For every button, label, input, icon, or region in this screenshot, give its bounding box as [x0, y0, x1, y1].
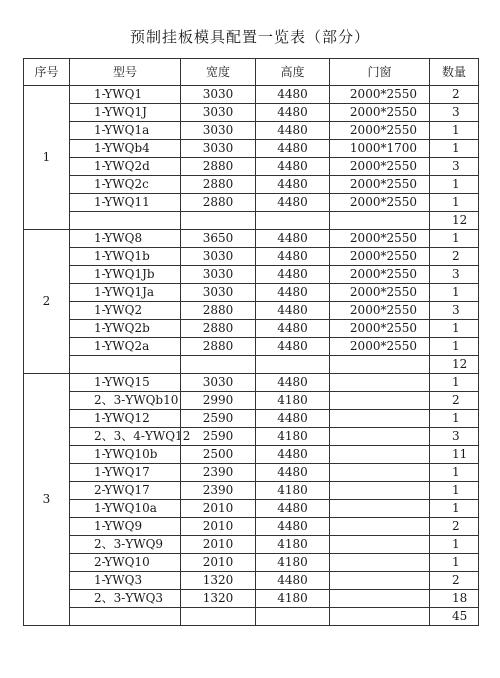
subtotal-row — [24, 608, 479, 626]
height-cell: 4480 — [256, 518, 330, 536]
header-door-window: 门窗 — [330, 59, 430, 86]
model-cell: 1-YWQ2b — [70, 320, 181, 338]
subtotal-row — [24, 356, 479, 374]
door-window-cell — [330, 572, 430, 590]
model-cell: 1-YWQ1Jb — [70, 266, 181, 284]
table-row — [24, 572, 479, 590]
group-index-cell: 1 — [24, 86, 70, 230]
width-cell: 2880 — [181, 176, 256, 194]
quantity-cell: 1 — [430, 230, 479, 248]
empty-cell — [256, 608, 330, 626]
model-cell: 2、3-YWQb10 — [70, 392, 181, 410]
door-window-cell: 2000*2550 — [330, 176, 430, 194]
table-row — [24, 536, 479, 554]
door-window-cell: 1000*1700 — [330, 140, 430, 158]
width-cell: 1320 — [181, 590, 256, 608]
width-cell: 3030 — [181, 284, 256, 302]
height-cell: 4480 — [256, 320, 330, 338]
empty-cell — [181, 212, 256, 230]
header-row — [24, 59, 479, 86]
table-row — [24, 302, 479, 320]
subtotal-cell: 45 — [430, 608, 479, 626]
model-cell: 1-YWQ3 — [70, 572, 181, 590]
door-window-cell — [330, 428, 430, 446]
mold-config-table — [23, 58, 479, 626]
quantity-cell: 1 — [430, 284, 479, 302]
model-cell: 1-YWQ15 — [70, 374, 181, 392]
quantity-cell: 1 — [430, 536, 479, 554]
model-cell: 1-YWQ1 — [70, 86, 181, 104]
header-height: 高度 — [256, 59, 330, 86]
door-window-cell — [330, 482, 430, 500]
width-cell: 2880 — [181, 320, 256, 338]
model-cell: 2-YWQ10 — [70, 554, 181, 572]
quantity-cell: 1 — [430, 320, 479, 338]
subtotal-row — [24, 212, 479, 230]
width-cell: 2880 — [181, 302, 256, 320]
door-window-cell: 2000*2550 — [330, 194, 430, 212]
width-cell: 2880 — [181, 158, 256, 176]
height-cell: 4480 — [256, 104, 330, 122]
width-cell: 2390 — [181, 464, 256, 482]
table-row — [24, 284, 479, 302]
height-cell: 4480 — [256, 446, 330, 464]
door-window-cell: 2000*2550 — [330, 302, 430, 320]
quantity-cell: 2 — [430, 518, 479, 536]
table-row — [24, 86, 479, 104]
quantity-cell: 1 — [430, 122, 479, 140]
door-window-cell: 2000*2550 — [330, 248, 430, 266]
height-cell: 4180 — [256, 428, 330, 446]
width-cell: 2010 — [181, 518, 256, 536]
height-cell: 4480 — [256, 410, 330, 428]
quantity-cell: 3 — [430, 158, 479, 176]
empty-cell — [181, 608, 256, 626]
width-cell: 3030 — [181, 248, 256, 266]
empty-cell — [330, 608, 430, 626]
height-cell: 4480 — [256, 86, 330, 104]
model-cell: 1-YWQ2 — [70, 302, 181, 320]
height-cell: 4480 — [256, 284, 330, 302]
door-window-cell: 2000*2550 — [330, 320, 430, 338]
width-cell: 2390 — [181, 482, 256, 500]
quantity-cell: 1 — [430, 500, 479, 518]
quantity-cell: 1 — [430, 176, 479, 194]
table-row — [24, 410, 479, 428]
width-cell: 3030 — [181, 104, 256, 122]
model-cell: 1-YWQ11 — [70, 194, 181, 212]
table-row — [24, 320, 479, 338]
width-cell: 3030 — [181, 122, 256, 140]
model-cell: 1-YWQ9 — [70, 518, 181, 536]
table-row — [24, 122, 479, 140]
table-row — [24, 518, 479, 536]
empty-cell — [70, 608, 181, 626]
width-cell: 2010 — [181, 500, 256, 518]
height-cell: 4480 — [256, 464, 330, 482]
table-row — [24, 464, 479, 482]
model-cell: 2-YWQ17 — [70, 482, 181, 500]
height-cell: 4180 — [256, 536, 330, 554]
height-cell: 4480 — [256, 266, 330, 284]
table-row — [24, 176, 479, 194]
height-cell: 4480 — [256, 302, 330, 320]
width-cell: 2500 — [181, 446, 256, 464]
width-cell: 2990 — [181, 392, 256, 410]
empty-cell — [330, 356, 430, 374]
door-window-cell: 2000*2550 — [330, 266, 430, 284]
width-cell: 3030 — [181, 374, 256, 392]
door-window-cell — [330, 392, 430, 410]
table-row — [24, 194, 479, 212]
table-row — [24, 590, 479, 608]
quantity-cell: 1 — [430, 194, 479, 212]
model-cell: 2、3、4-YWQ12 — [70, 428, 181, 446]
height-cell: 4180 — [256, 590, 330, 608]
door-window-cell: 2000*2550 — [330, 338, 430, 356]
height-cell: 4480 — [256, 374, 330, 392]
header-quantity: 数量 — [430, 59, 479, 86]
table-row — [24, 554, 479, 572]
quantity-cell: 3 — [430, 266, 479, 284]
table-row — [24, 266, 479, 284]
door-window-cell — [330, 536, 430, 554]
table-body — [24, 86, 479, 626]
quantity-cell: 1 — [430, 410, 479, 428]
quantity-cell: 1 — [430, 374, 479, 392]
quantity-cell: 2 — [430, 248, 479, 266]
width-cell: 1320 — [181, 572, 256, 590]
door-window-cell — [330, 554, 430, 572]
quantity-cell: 2 — [430, 392, 479, 410]
door-window-cell: 2000*2550 — [330, 86, 430, 104]
height-cell: 4480 — [256, 248, 330, 266]
door-window-cell — [330, 410, 430, 428]
height-cell: 4180 — [256, 554, 330, 572]
group-index-cell: 2 — [24, 230, 70, 374]
width-cell: 2880 — [181, 338, 256, 356]
height-cell: 4480 — [256, 500, 330, 518]
door-window-cell: 2000*2550 — [330, 158, 430, 176]
door-window-cell — [330, 518, 430, 536]
height-cell: 4480 — [256, 158, 330, 176]
table-row — [24, 446, 479, 464]
width-cell: 2010 — [181, 536, 256, 554]
table-row — [24, 392, 479, 410]
table-row — [24, 374, 479, 392]
height-cell: 4480 — [256, 194, 330, 212]
model-cell: 2、3-YWQ9 — [70, 536, 181, 554]
door-window-cell: 2000*2550 — [330, 122, 430, 140]
group-index-cell: 3 — [24, 374, 70, 626]
table-row — [24, 140, 479, 158]
width-cell: 3030 — [181, 266, 256, 284]
width-cell: 2880 — [181, 194, 256, 212]
empty-cell — [70, 212, 181, 230]
empty-cell — [330, 212, 430, 230]
table-row — [24, 158, 479, 176]
empty-cell — [256, 356, 330, 374]
width-cell: 2010 — [181, 554, 256, 572]
door-window-cell — [330, 374, 430, 392]
height-cell: 4180 — [256, 392, 330, 410]
quantity-cell: 1 — [430, 554, 479, 572]
table-row — [24, 338, 479, 356]
height-cell: 4480 — [256, 176, 330, 194]
empty-cell — [256, 212, 330, 230]
door-window-cell: 2000*2550 — [330, 104, 430, 122]
door-window-cell: 2000*2550 — [330, 230, 430, 248]
subtotal-cell: 12 — [430, 212, 479, 230]
width-cell: 3650 — [181, 230, 256, 248]
quantity-cell: 11 — [430, 446, 479, 464]
quantity-cell: 1 — [430, 338, 479, 356]
model-cell: 1-YWQ2d — [70, 158, 181, 176]
empty-cell — [181, 356, 256, 374]
model-cell: 1-YWQ10a — [70, 500, 181, 518]
height-cell: 4480 — [256, 122, 330, 140]
quantity-cell: 1 — [430, 140, 479, 158]
quantity-cell: 3 — [430, 428, 479, 446]
door-window-cell: 2000*2550 — [330, 284, 430, 302]
height-cell: 4180 — [256, 482, 330, 500]
width-cell: 2590 — [181, 428, 256, 446]
height-cell: 4480 — [256, 572, 330, 590]
quantity-cell: 18 — [430, 590, 479, 608]
width-cell: 3030 — [181, 140, 256, 158]
model-cell: 1-YWQ12 — [70, 410, 181, 428]
quantity-cell: 1 — [430, 464, 479, 482]
model-cell: 1-YWQ1Ja — [70, 284, 181, 302]
model-cell: 1-YWQ1J — [70, 104, 181, 122]
quantity-cell: 2 — [430, 572, 479, 590]
door-window-cell — [330, 464, 430, 482]
quantity-cell: 2 — [430, 86, 479, 104]
door-window-cell — [330, 590, 430, 608]
door-window-cell — [330, 500, 430, 518]
quantity-cell: 3 — [430, 302, 479, 320]
model-cell: 1-YWQ17 — [70, 464, 181, 482]
model-cell: 1-YWQb4 — [70, 140, 181, 158]
width-cell: 2590 — [181, 410, 256, 428]
model-cell: 1-YWQ1b — [70, 248, 181, 266]
quantity-cell: 1 — [430, 482, 479, 500]
table-row — [24, 104, 479, 122]
height-cell: 4480 — [256, 338, 330, 356]
width-cell: 3030 — [181, 86, 256, 104]
table-row — [24, 428, 479, 446]
model-cell: 2、3-YWQ3 — [70, 590, 181, 608]
header-width: 宽度 — [181, 59, 256, 86]
model-cell: 1-YWQ1a — [70, 122, 181, 140]
header-index: 序号 — [24, 59, 70, 86]
table-row — [24, 248, 479, 266]
table-row — [24, 500, 479, 518]
empty-cell — [70, 356, 181, 374]
page-title: 预制挂板模具配置一览表（部分） — [129, 28, 370, 46]
model-cell: 1-YWQ2c — [70, 176, 181, 194]
subtotal-cell: 12 — [430, 356, 479, 374]
model-cell: 1-YWQ10b — [70, 446, 181, 464]
door-window-cell — [330, 446, 430, 464]
model-cell: 1-YWQ8 — [70, 230, 181, 248]
model-cell: 1-YWQ2a — [70, 338, 181, 356]
height-cell: 4480 — [256, 140, 330, 158]
height-cell: 4480 — [256, 230, 330, 248]
header-model: 型号 — [70, 59, 181, 86]
table-row — [24, 230, 479, 248]
quantity-cell: 3 — [430, 104, 479, 122]
table-row — [24, 482, 479, 500]
